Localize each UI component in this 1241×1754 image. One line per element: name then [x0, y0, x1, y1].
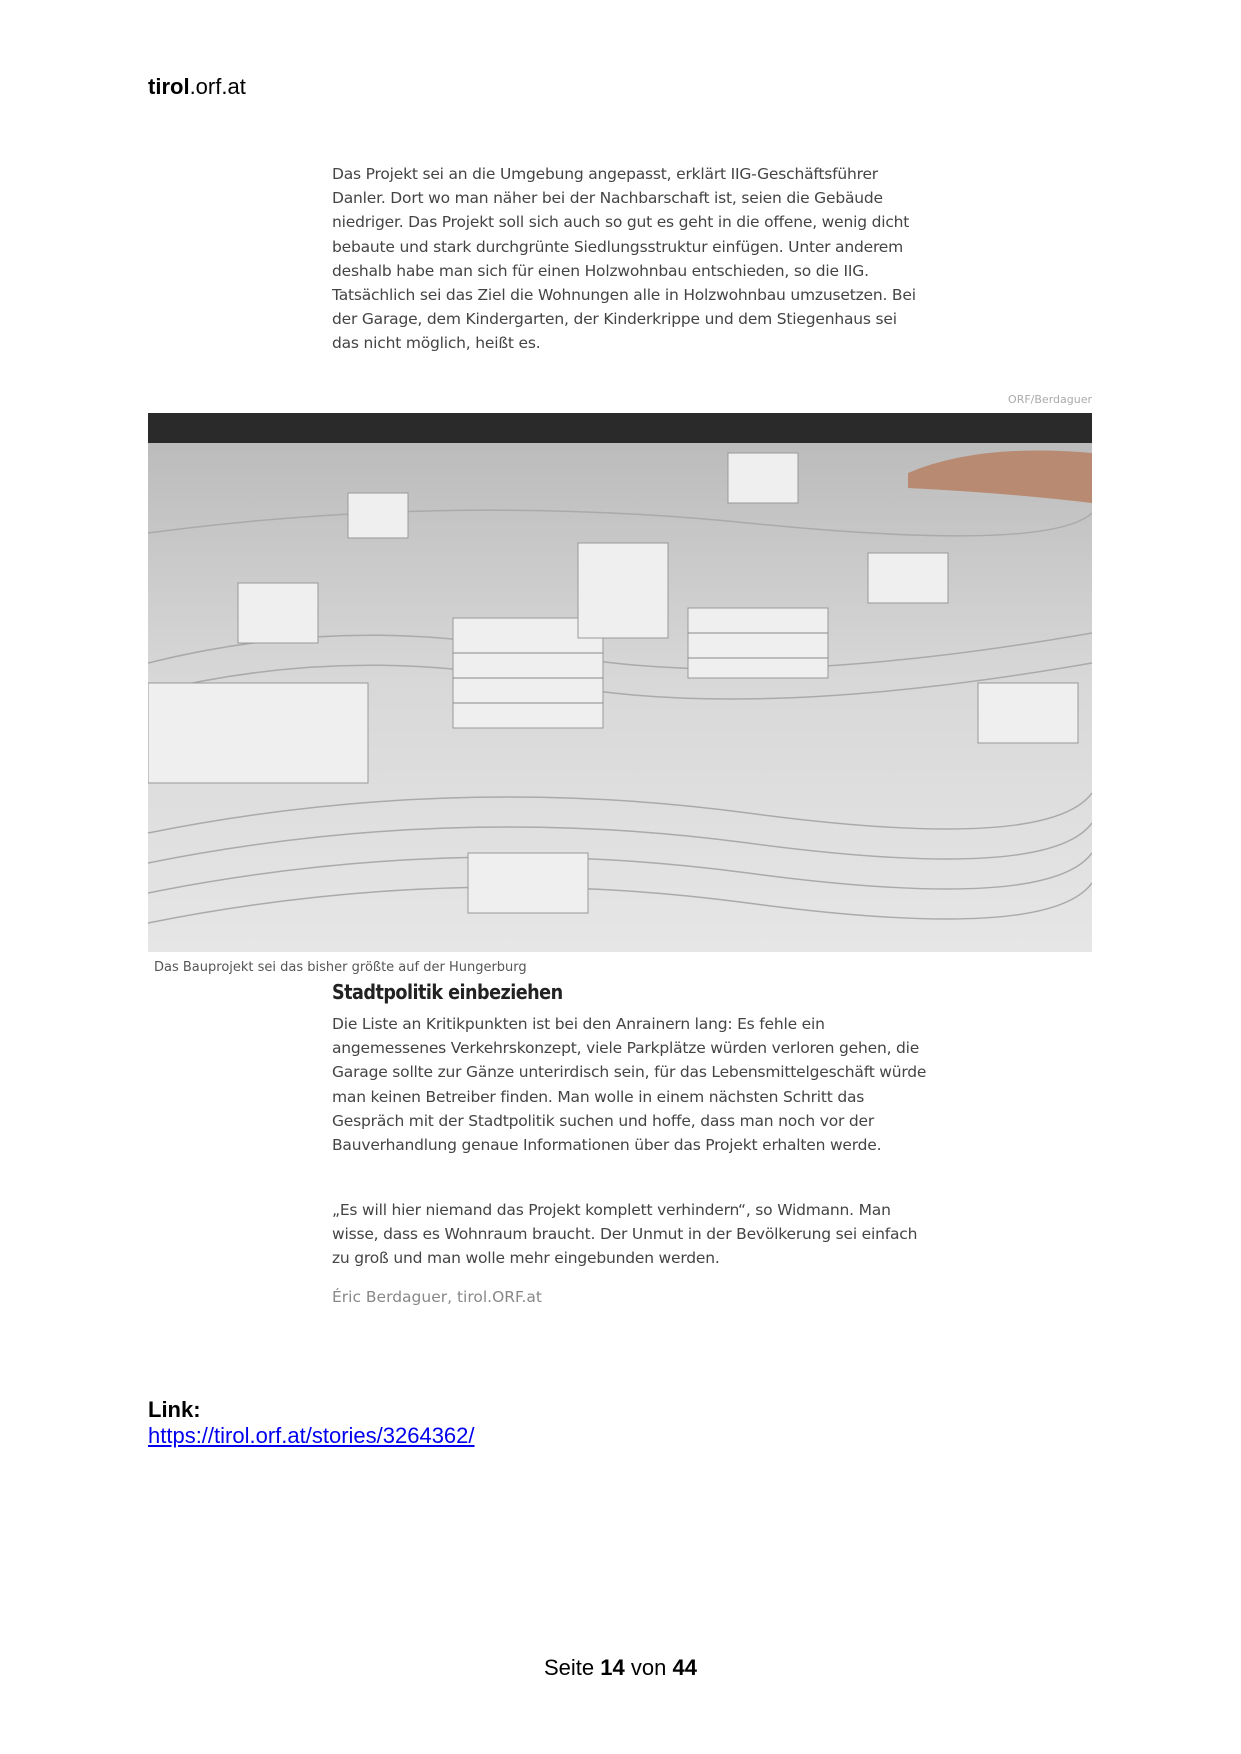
link-label: Link:	[148, 1397, 201, 1422]
article-paragraph: Die Liste an Kritikpunkten ist bei den Anrainern lang: Es fehle ein angemessenes Verkehrskonzept, viele Parkplätze würden verloren gehen, die Garage sollte zur Gänze unterirdisch sein, für das Lebensmittelgeschäft würde man keinen Betreiber finden. Man wolle in einem nächsten Schritt das Gespräch mit der Stadtpolitik suchen und hoffe, dass man noch vor der Bauverhandlung genaue Informationen über das Projekt erhalten werde.	[332, 1015, 927, 1155]
article-paragraph: Das Projekt sei an die Umgebung angepasst, erklärt IIG-Geschäftsführer Danler. Dort wo man näher bei der Nachbarschaft ist, seien die Gebäude niedriger. Das Projekt soll sich auch so gut es geht in die offene, wenig dicht bebaute und stark durchgrünte Siedlungsstruktur einfügen. Unter anderem deshalb habe man sich für einen Holzwohnbau entschieden, so die IIG. Tatsächlich sei das Ziel die Wohnungen alle in Holzwohnbau umzusetzen. Bei der Garage, dem Kindergarten, der Kinderkrippe und dem Stiegenhaus sei das nicht möglich, heißt es.	[332, 165, 916, 353]
architecture-model-photo	[148, 413, 1092, 952]
current-page: 14	[600, 1655, 625, 1680]
image-caption: Das Bauprojekt sei das bisher größte auf der Hungerburg	[154, 960, 527, 974]
site-name	[148, 74, 246, 100]
image-credit: ORF/Berdaguer	[1008, 393, 1092, 406]
section-heading: Stadtpolitik einbeziehen	[332, 980, 563, 1004]
total-pages: 44	[672, 1655, 697, 1680]
source-link[interactable]: https://tirol.orf.at/stories/3264362/	[148, 1423, 475, 1448]
page-footer	[0, 1655, 1241, 1681]
footer-middle: von	[630, 1655, 667, 1680]
model-illustration	[148, 413, 1092, 952]
site-name-bold: tirol	[148, 74, 190, 99]
article-author: Éric Berdaguer, tirol.ORF.at	[332, 1288, 542, 1306]
footer-prefix: Seite	[544, 1655, 595, 1680]
article-paragraph: „Es will hier niemand das Projekt komplett verhindern“, so Widmann. Man wisse, dass es Wohnraum braucht. Der Unmut in der Bevölkerung sei einfach zu groß und man wolle mehr eingebunden werden.	[332, 1201, 918, 1268]
site-name-rest: .orf.at	[189, 74, 246, 99]
